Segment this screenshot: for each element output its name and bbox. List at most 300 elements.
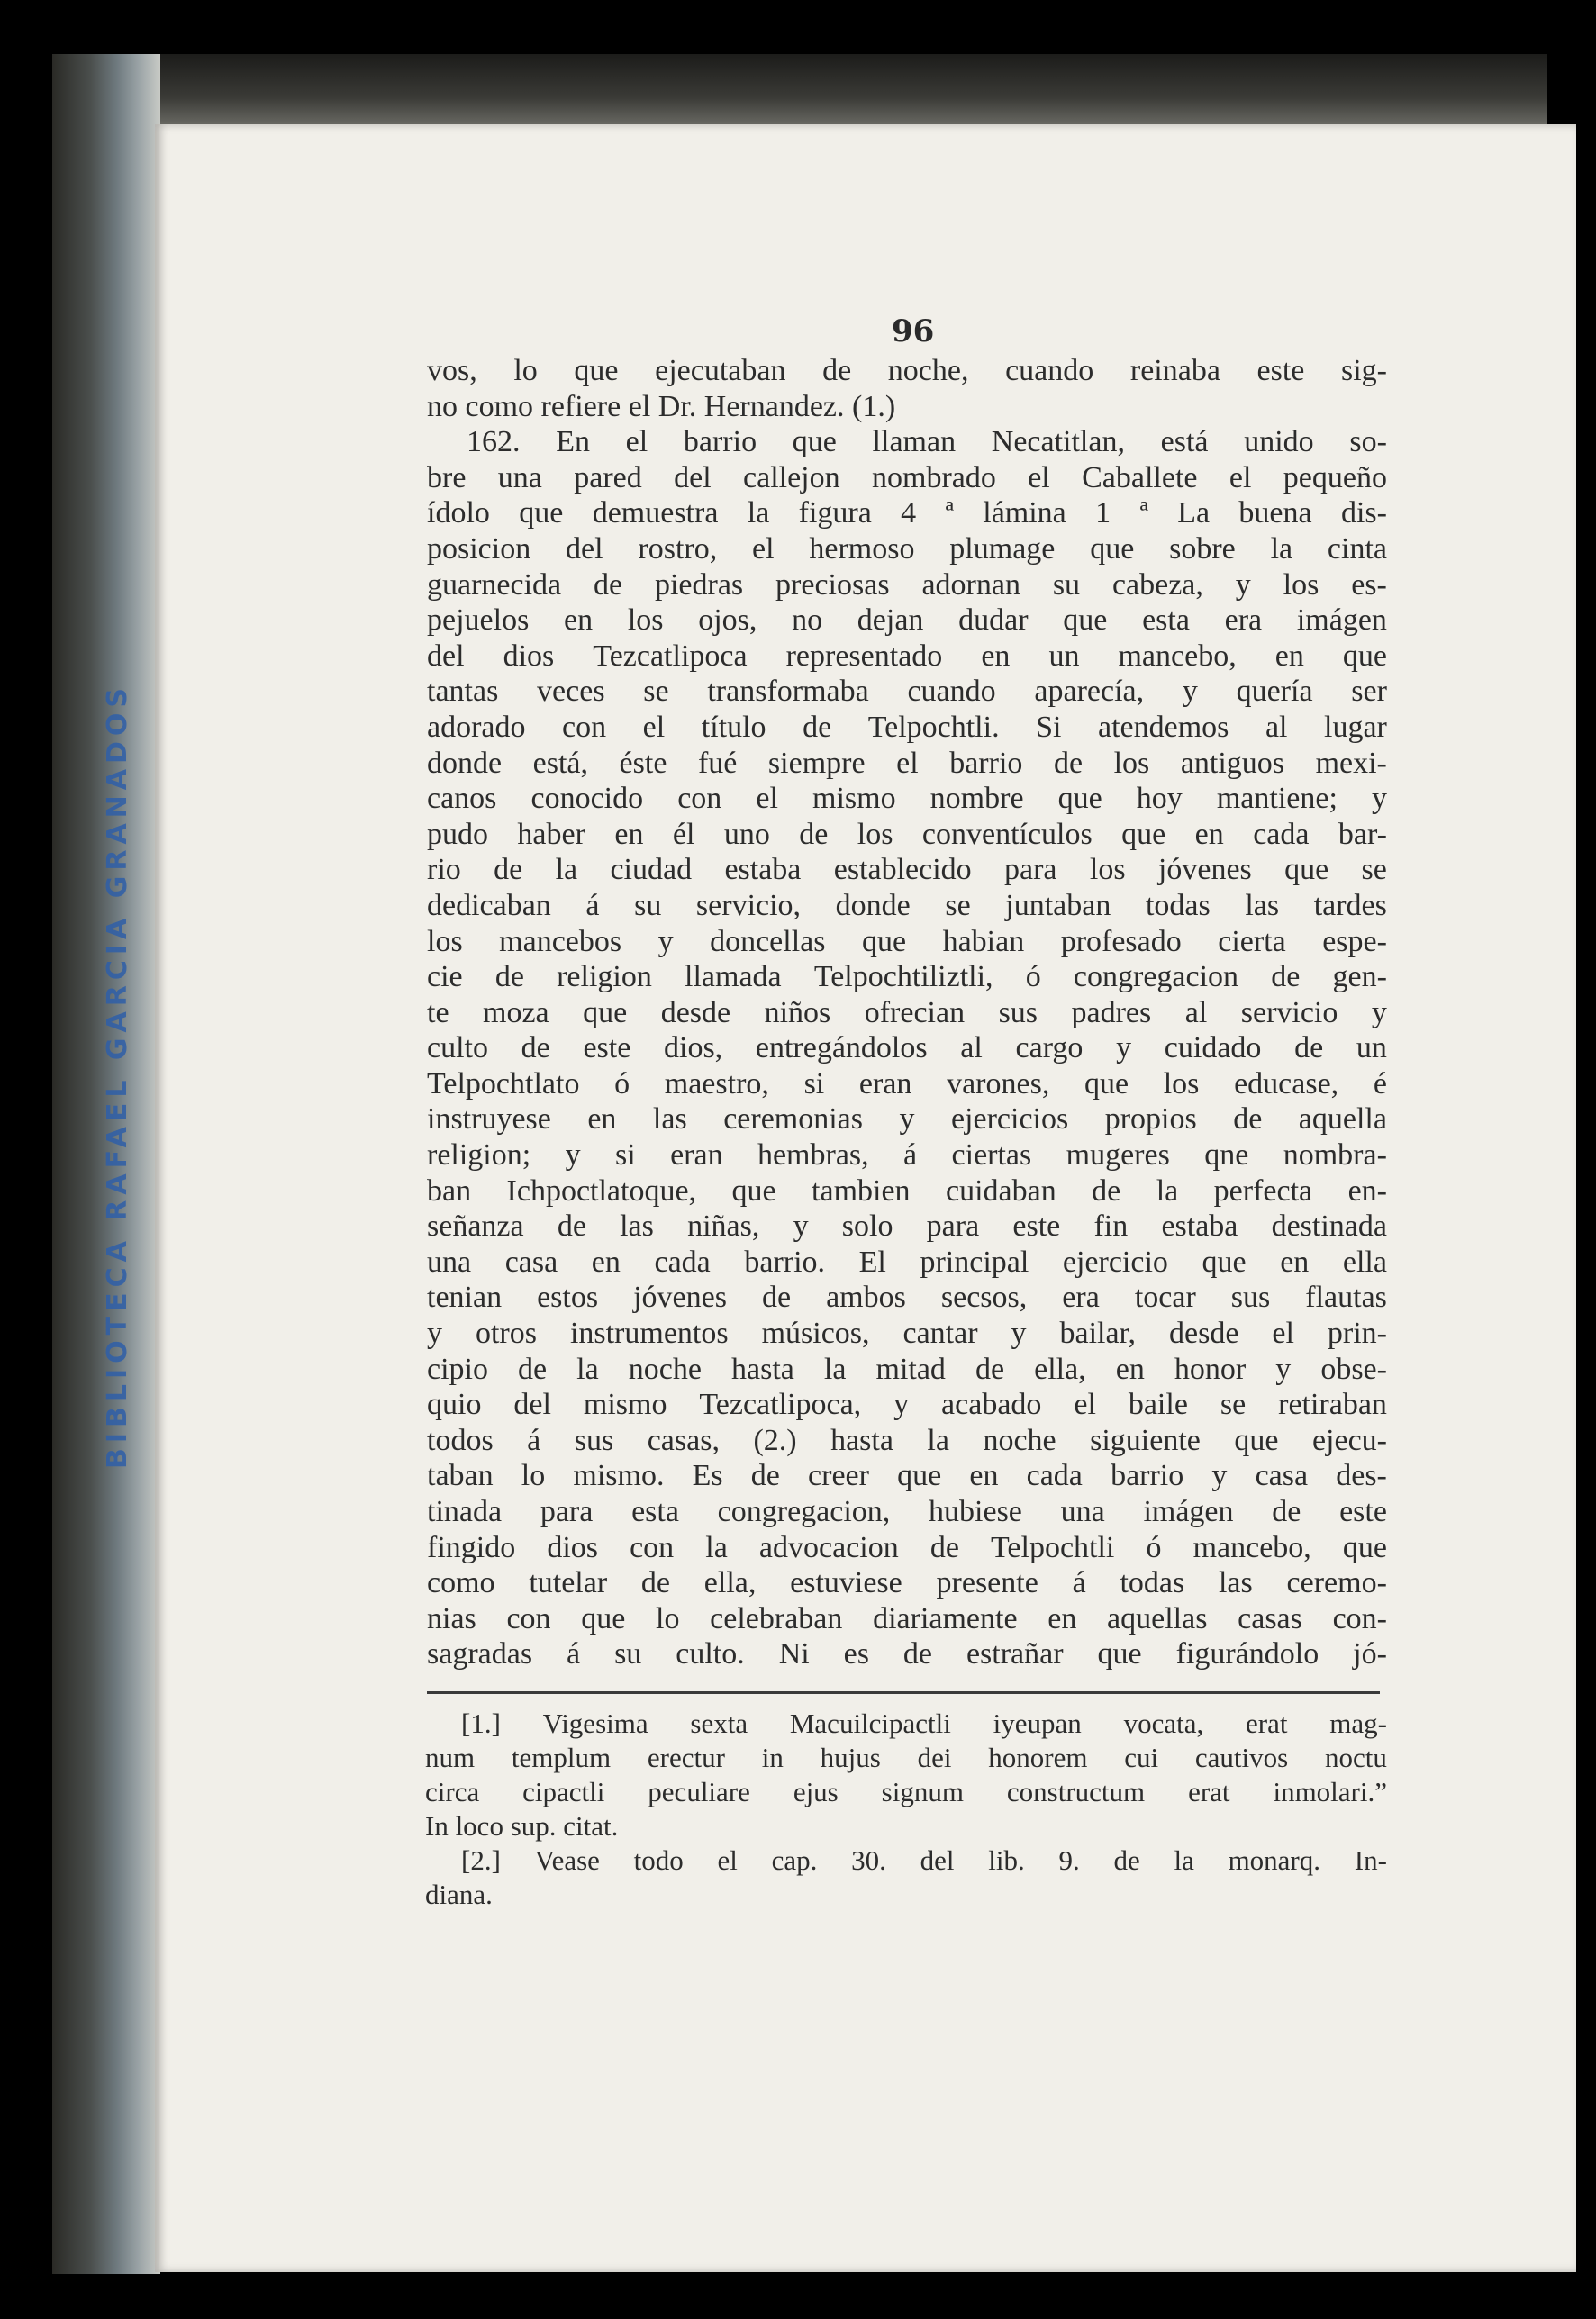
word: en [969, 1459, 999, 1493]
word: flautas [1305, 1281, 1387, 1315]
word: celebraban [710, 1601, 843, 1635]
word: del [674, 460, 712, 494]
word: de [521, 1031, 550, 1065]
word: á [527, 1423, 541, 1457]
word: desde [660, 995, 731, 1029]
word: aquellas [1107, 1601, 1208, 1635]
word: plumage [949, 531, 1056, 566]
word: lib. [988, 1844, 1025, 1876]
word: figurándolo [1175, 1637, 1319, 1671]
text-line [427, 1173, 1387, 1209]
word: piedras [654, 567, 744, 602]
text-line [427, 959, 1387, 995]
word: y [1011, 1317, 1027, 1351]
word: nombre [929, 782, 1024, 816]
word: lo [521, 1459, 546, 1493]
word: varones, [947, 1066, 1050, 1101]
word: canos [427, 782, 497, 816]
word: el [717, 1844, 738, 1876]
word: y [1275, 1352, 1292, 1386]
word: Telpochtlato [427, 1066, 580, 1101]
word: adorado [427, 710, 526, 744]
word: dios [503, 639, 555, 673]
word: llaman [872, 425, 957, 459]
word: del [566, 531, 603, 566]
text-line [427, 1280, 1387, 1316]
word: sexta [690, 1708, 748, 1739]
word: que [1234, 1423, 1279, 1457]
word: ceremonias [723, 1102, 863, 1137]
word: Necatitlan, [991, 425, 1125, 459]
word: cuidaban [946, 1173, 1056, 1208]
word: Si [1036, 710, 1062, 744]
word: Ni [778, 1637, 810, 1671]
word: rostro, [638, 531, 718, 566]
word: cada [1253, 817, 1310, 851]
word: todas [1120, 1566, 1185, 1600]
word: de [799, 817, 829, 851]
word: maestro, [664, 1066, 769, 1101]
word: y [1372, 782, 1387, 816]
word: En [556, 425, 590, 459]
text-line [427, 781, 1387, 817]
word: conocido [530, 782, 644, 816]
word: erectur [647, 1742, 725, 1773]
word: tenian [427, 1281, 503, 1315]
word: buena [1238, 496, 1312, 530]
word: pequeño [1283, 460, 1387, 494]
word: cuando [1005, 354, 1094, 387]
word: la [576, 1352, 599, 1386]
word: vos, [427, 354, 477, 387]
word: llamada [685, 960, 782, 994]
word: pared [574, 460, 642, 494]
word: imágen [1143, 1495, 1234, 1528]
word: ídolo [427, 496, 490, 530]
word: Vease [534, 1844, 600, 1876]
word: prin- [1327, 1317, 1387, 1351]
word: todas [1145, 888, 1211, 922]
word: jó- [1353, 1637, 1387, 1671]
word: de [1271, 960, 1301, 994]
word: este [583, 1031, 631, 1065]
word: de [822, 354, 852, 387]
word: aquella [1298, 1102, 1387, 1137]
word: ambos [826, 1281, 906, 1315]
word: otros [475, 1317, 537, 1351]
word: in [761, 1742, 784, 1773]
word: cie [427, 960, 463, 994]
word: lugar [1324, 710, 1387, 744]
word: 30. [851, 1844, 886, 1876]
word: iyeupan [993, 1708, 1082, 1739]
word: las [652, 1102, 687, 1137]
word: al [960, 1031, 983, 1065]
word: ceremo- [1286, 1566, 1387, 1600]
word: de [1272, 1495, 1301, 1528]
text-line: no como refiere el Dr. Hernandez. (1.) [427, 389, 896, 423]
word: hembras, [757, 1138, 869, 1173]
word: éste [619, 746, 667, 780]
word: de [750, 1459, 780, 1493]
text-line [427, 1066, 1387, 1102]
word: y [565, 1138, 581, 1173]
word: ojos, [698, 603, 757, 638]
word: los [427, 924, 463, 958]
word: cuidado [1164, 1031, 1262, 1065]
word: sobre [1169, 531, 1236, 566]
word: que [1121, 817, 1166, 851]
word: el [642, 710, 666, 744]
word: cinta [1327, 531, 1387, 566]
word: ofrecian [864, 995, 966, 1029]
text-line [427, 1209, 1387, 1245]
word: estuviese [790, 1566, 902, 1600]
word: preciosas [775, 567, 890, 602]
word: dudar [958, 603, 1029, 638]
word: donde [427, 746, 503, 780]
word: ó [614, 1066, 630, 1101]
word: con [677, 782, 722, 816]
text-line [427, 1316, 1387, 1352]
word: ser [1351, 675, 1387, 709]
word: sus [998, 995, 1038, 1029]
word: que [731, 1173, 776, 1208]
body-text [427, 353, 1387, 1672]
word: este [1012, 1209, 1061, 1244]
text-line [427, 674, 1387, 710]
word: perfecta [1213, 1173, 1313, 1208]
word: so- [1349, 425, 1387, 459]
word: tinada [427, 1495, 503, 1528]
word: juntaban [1005, 888, 1111, 922]
word: cipactli [522, 1776, 605, 1807]
word: cui [1124, 1742, 1159, 1773]
word: doncellas [710, 924, 826, 958]
word: el [896, 746, 919, 780]
word: hoy [1136, 782, 1183, 816]
word: del [427, 639, 465, 673]
word: su [634, 888, 662, 922]
word: instruyese [427, 1102, 551, 1137]
word: los [627, 603, 664, 638]
word: para [926, 1209, 980, 1244]
word: y [793, 1209, 809, 1244]
word: gen- [1332, 960, 1387, 994]
text-line [427, 602, 1387, 639]
text-line [427, 424, 1387, 460]
word: en [1115, 1352, 1145, 1386]
word: una [427, 1245, 472, 1279]
text-line [427, 567, 1387, 603]
text-line [427, 1352, 1387, 1388]
word: religion [557, 960, 652, 994]
word: esta [631, 1495, 679, 1528]
word: á [567, 1637, 581, 1671]
word: servicio [1240, 995, 1338, 1029]
word: fingido [427, 1530, 516, 1564]
word: 162. [467, 425, 521, 459]
text-line [427, 995, 1387, 1031]
word: obse- [1320, 1352, 1387, 1386]
word: siguiente [1090, 1423, 1201, 1457]
word: el [1074, 1388, 1096, 1422]
word: un [1356, 1031, 1387, 1065]
word: 4 [901, 496, 917, 530]
word: mantiene; [1216, 782, 1338, 816]
word: á [585, 888, 600, 922]
word: establecido [833, 853, 972, 887]
footnote-line [425, 1775, 1387, 1809]
text-line [427, 1530, 1387, 1566]
text-line [427, 1101, 1387, 1137]
word: sig- [1341, 354, 1387, 387]
word: representado [785, 639, 943, 673]
word: del [920, 1844, 955, 1876]
word: hujus [820, 1742, 881, 1773]
word: sagradas [427, 1637, 533, 1671]
word: ejecu- [1311, 1423, 1387, 1457]
word: desde [1169, 1317, 1239, 1351]
word: eran [858, 1066, 912, 1101]
word: bar- [1338, 817, 1387, 851]
word: al [1184, 995, 1208, 1029]
word: las [1245, 888, 1280, 922]
word: reinaba [1129, 354, 1220, 387]
word: ejus [793, 1776, 839, 1807]
word: honor [1174, 1352, 1247, 1386]
word: es- [1351, 567, 1387, 602]
word: tambien [812, 1173, 911, 1208]
word: ban [427, 1173, 472, 1208]
word: estrañar [966, 1637, 1064, 1671]
word: profesado [1060, 924, 1182, 958]
word: de [929, 1530, 959, 1564]
word: servicio, [695, 888, 802, 922]
word: mismo. [573, 1459, 665, 1493]
word: ª [1139, 496, 1148, 530]
word: en [587, 1102, 617, 1137]
word: ella [1342, 1245, 1387, 1279]
word: principal [920, 1245, 1029, 1279]
word: uno [723, 817, 770, 851]
word: cap. [771, 1844, 818, 1876]
word: la [1270, 531, 1293, 566]
word: ejercicios [950, 1102, 1069, 1137]
word: barrio [683, 425, 757, 459]
word: dios, [664, 1031, 723, 1065]
word: el [752, 531, 775, 566]
text-line [427, 1494, 1387, 1530]
word: estos [537, 1281, 599, 1315]
word: bre [427, 460, 467, 494]
word: tantas [427, 675, 499, 709]
word: religion; [427, 1138, 531, 1173]
book-top-edge [52, 54, 1547, 126]
text-line [427, 852, 1387, 888]
word: mancebos [499, 924, 622, 958]
word: tocar [1134, 1281, 1196, 1315]
word: te [427, 995, 449, 1029]
word: no [792, 603, 823, 638]
word: rio [427, 853, 461, 887]
word: destinada [1271, 1209, 1387, 1244]
word: moza [483, 995, 549, 1029]
word: que [861, 924, 907, 958]
word: se [945, 888, 971, 922]
word: monarq. [1228, 1844, 1321, 1876]
word: é [1373, 1066, 1387, 1101]
word: de [761, 1281, 792, 1315]
word: Vigesima [542, 1708, 648, 1739]
word: constructum [1006, 1776, 1146, 1807]
word: figura [798, 496, 872, 530]
word: niñas, [687, 1209, 760, 1244]
word: secsos, [940, 1281, 1028, 1315]
word: cierta [1218, 924, 1286, 958]
word: su [614, 1637, 642, 1671]
word: músicos, [761, 1317, 870, 1351]
text-line [427, 1636, 1387, 1672]
word: unido [1244, 425, 1314, 459]
word: educase, [1234, 1066, 1339, 1101]
word: cargo [1015, 1031, 1084, 1065]
word: dejan [857, 603, 924, 638]
word: mag- [1329, 1708, 1387, 1739]
word: los [1163, 1066, 1200, 1101]
word: de [902, 1637, 933, 1671]
word: se [1220, 1388, 1247, 1422]
word: que [1090, 531, 1135, 566]
word: espe- [1322, 924, 1387, 958]
word: en [564, 603, 594, 638]
word: y [427, 1317, 442, 1351]
word: demuestra [592, 496, 719, 530]
word: era [1224, 603, 1263, 638]
word: erat [1245, 1708, 1288, 1739]
word: congregacion [1073, 960, 1239, 994]
footnote-line [425, 1843, 1387, 1878]
word: que [1342, 639, 1387, 673]
word: dedicaban [427, 888, 551, 922]
word: cada [1026, 1459, 1083, 1493]
word: ó [1146, 1530, 1162, 1564]
word: que [581, 1601, 626, 1635]
word: cuando [907, 675, 996, 709]
text-line [427, 1458, 1387, 1494]
word: si [614, 1138, 636, 1173]
text-line [427, 1387, 1387, 1423]
word: posicion [427, 531, 531, 566]
word: diariamente [873, 1601, 1018, 1635]
word: en [981, 639, 1011, 673]
word: que [519, 496, 564, 530]
word: quería [1236, 675, 1313, 709]
word: y [1116, 1031, 1132, 1065]
word: veces [537, 675, 605, 709]
word: barrio [949, 746, 1023, 780]
text-line [427, 495, 1387, 531]
word: pejuelos [427, 603, 530, 638]
word: la [705, 1530, 728, 1564]
text-line [427, 531, 1387, 567]
text-line [427, 639, 1387, 675]
word: en [1280, 1245, 1310, 1279]
word: des- [1336, 1459, 1387, 1493]
word: El [858, 1245, 886, 1279]
word: culto [427, 1031, 488, 1065]
word: peculiare [648, 1776, 750, 1807]
footnote-line: diana. [425, 1879, 493, 1910]
word: Tezcatlipoca, [699, 1388, 862, 1422]
text-line [427, 746, 1387, 782]
word: casa [504, 1245, 558, 1279]
word: dis- [1340, 496, 1387, 530]
word: qne [1204, 1138, 1249, 1173]
word: que [897, 1459, 942, 1493]
word: en [1047, 1601, 1077, 1635]
word: este [1339, 1495, 1387, 1528]
word: y [1211, 1459, 1228, 1493]
word: propios [1104, 1102, 1197, 1137]
word: In- [1354, 1844, 1387, 1876]
word: en [1274, 639, 1304, 673]
word: nombrado [872, 460, 996, 494]
word: dei [917, 1742, 952, 1773]
word: un [1048, 639, 1080, 673]
word: lámina [983, 496, 1066, 530]
word: erat [1188, 1776, 1230, 1807]
word: en [591, 1245, 621, 1279]
word: la [1174, 1844, 1194, 1876]
library-stamp-text: BIBLIOTECA RAFAEL GARCIA GRANADOS [101, 683, 133, 1470]
word: en [614, 817, 644, 851]
word: cautivos [1194, 1742, 1289, 1773]
word: quio [427, 1388, 482, 1422]
word: aparecía, [1034, 675, 1145, 709]
word: está [1160, 425, 1209, 459]
word: ella, [703, 1566, 757, 1600]
word: templum [511, 1742, 612, 1773]
word: los [1283, 567, 1319, 602]
word: ejecutaban [655, 354, 786, 387]
word: que [1063, 603, 1108, 638]
word: la [1156, 1173, 1179, 1208]
word: cantar [902, 1317, 978, 1351]
word: de [1053, 746, 1084, 780]
word: con [562, 710, 607, 744]
word: ejercicio [1062, 1245, 1168, 1279]
word: cipio [427, 1352, 488, 1386]
word: mismo [583, 1388, 667, 1422]
word: las [1218, 1566, 1253, 1600]
word: noctu [1325, 1742, 1387, 1773]
word: 9. [1058, 1844, 1080, 1876]
word: entregándolos [755, 1031, 928, 1065]
word: casas [1238, 1601, 1302, 1635]
word: de [1113, 1844, 1140, 1876]
word: de [518, 1352, 548, 1386]
word: se [1361, 853, 1387, 887]
word: cada [654, 1245, 711, 1279]
word: que [792, 425, 837, 459]
word: la [823, 1352, 847, 1386]
word: congregacion, [717, 1495, 891, 1528]
word: él [672, 817, 695, 851]
word: las [620, 1209, 654, 1244]
word: el [1229, 460, 1252, 494]
word: la [927, 1423, 949, 1457]
